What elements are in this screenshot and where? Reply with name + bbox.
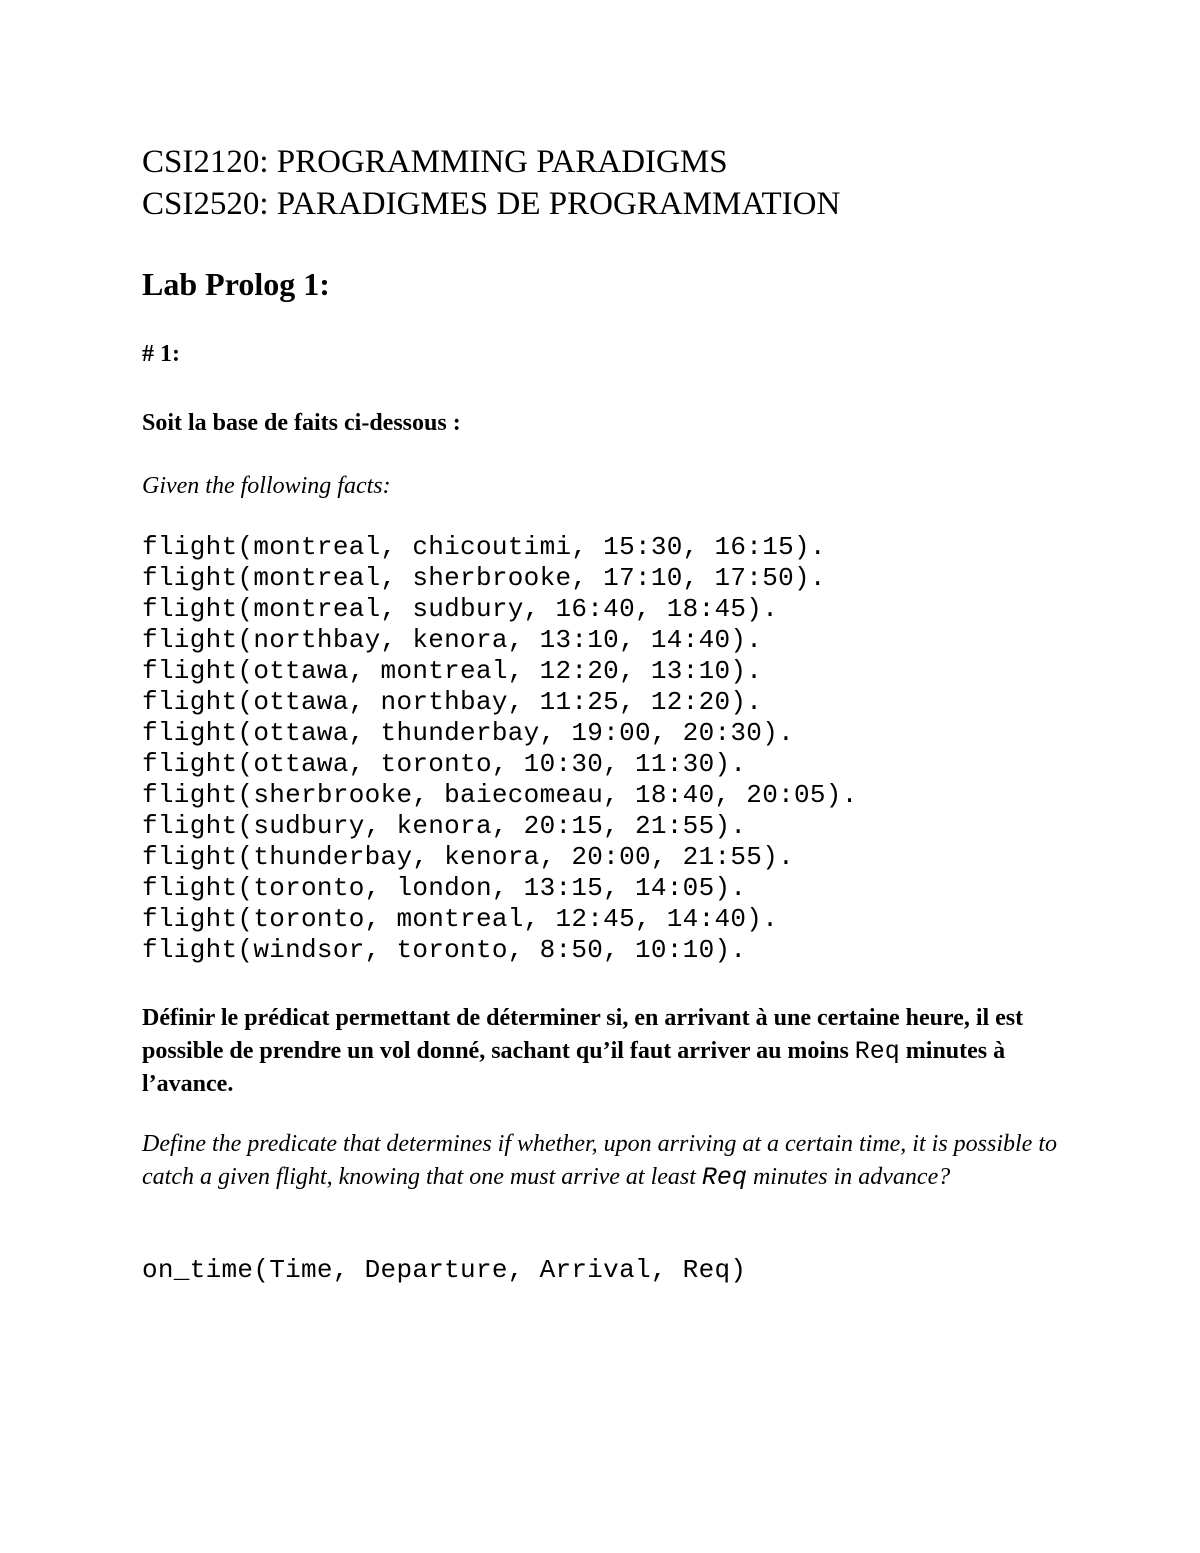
predicate-signature: on_time(Time, Departure, Arrival, Req)	[142, 1255, 747, 1285]
fact-line: flight(sherbrooke, baiecomeau, 18:40, 20:05).	[142, 780, 858, 810]
fact-line: flight(sudbury, kenora, 20:15, 21:55).	[142, 811, 747, 841]
exercise-hash: #	[142, 341, 160, 367]
task-fr-req-code: Req	[854, 1037, 900, 1066]
facts-list	[142, 532, 858, 966]
task-en-req-code: Req	[701, 1163, 747, 1192]
intro-fr: Soit la base de faits ci-dessous :	[142, 410, 461, 436]
fact-line: flight(ottawa, thunderbay, 19:00, 20:30).	[142, 718, 795, 748]
fact-line: flight(thunderbay, kenora, 20:00, 21:55).	[142, 842, 795, 872]
fact-line: flight(northbay, kenora, 13:10, 14:40).	[142, 625, 763, 655]
fact-line: flight(montreal, chicoutimi, 15:30, 16:15).	[142, 532, 826, 562]
task-description-en	[142, 1128, 1072, 1194]
task-fr-text: Définir le prédicat permettant de déterminer si, en arrivant à une certaine heure, il est possible de prendre un vol donné, sachant qu’il faut arriver au moins	[142, 1005, 1024, 1064]
task-en-text-end: minutes in advance?	[746, 1164, 951, 1190]
intro-en: Given the following facts:	[142, 473, 391, 499]
fact-line: flight(montreal, sudbury, 16:40, 18:45).	[142, 594, 779, 624]
exercise-number: 1:	[160, 341, 180, 367]
lab-title: Lab Prolog 1:	[142, 266, 330, 302]
exercise-heading	[142, 341, 180, 368]
fact-line: flight(ottawa, montreal, 12:20, 13:10).	[142, 656, 763, 686]
course-title-en: CSI2120: PROGRAMMING PARADIGMS	[142, 144, 728, 180]
fact-line: flight(ottawa, northbay, 11:25, 12:20).	[142, 687, 763, 717]
fact-line: flight(toronto, montreal, 12:45, 14:40).	[142, 904, 779, 934]
fact-line: flight(montreal, sherbrooke, 17:10, 17:50).	[142, 563, 826, 593]
fact-line: flight(windsor, toronto, 8:50, 10:10).	[142, 935, 747, 965]
task-en-text: Define the predicate that determines if whether, upon arriving at a certain time, it is possible to catch a given flight, knowing that one must arrive at least	[142, 1131, 1057, 1190]
course-title-fr: CSI2520: PARADIGMES DE PROGRAMMATION	[142, 186, 841, 222]
task-fr-text-end: minutes à l’avance.	[142, 1038, 1006, 1097]
fact-line: flight(toronto, london, 13:15, 14:05).	[142, 873, 747, 903]
fact-line: flight(ottawa, toronto, 10:30, 11:30).	[142, 749, 747, 779]
task-description-fr	[142, 1002, 1072, 1101]
